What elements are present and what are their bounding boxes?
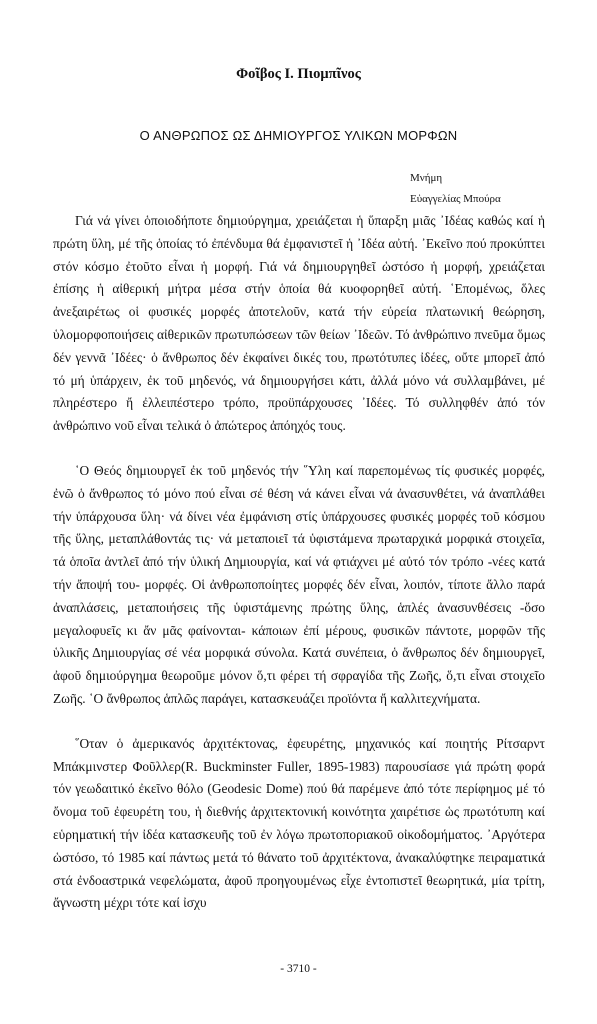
dedication-line: Μνήμη (410, 172, 443, 184)
page-number: - 3710 - (280, 963, 317, 975)
dedication (410, 168, 590, 210)
article-body (53, 210, 545, 915)
paragraph: Γιά νά γίνει ὁποιοδήποτε δημιούργημα, χρειάζεται ἡ ὕπαρξη μιᾶς ᾿Ιδέας καθώς καί ἡ πρώτη ὕλη, μέ τῆς ὁποίας τό ἐπένδυμα θά ἐμφανιστεῖ ἡ ᾿Ιδέα αὐτή. ᾿Εκεῖνο πού προκύπτει στόν κόσμο ἐτοῦτο εἶναι ἡ μορφή. Γιά νά δημιουργηθεῖ ὡστόσο ἡ μορφή, χρειάζεται ἐπίσης ἡ αἰθερική μήτρα μέσα στήν ὁποία θά κυοφορηθεῖ αὐτή. ῾Επομένως, ὅλες ἀνεξαιρέτως οἱ φυσικές μορφές ἀποτελοῦν, κατά τήν εὐρεία πλατωνική θεώρηση, ὑλομορφοποιήσεις αἰθερικῶν πρωτυπώσεων τῶν θείων ᾿Ιδεῶν. Τό ἀνθρώπινο πνεῦμα ὅμως δέν γεννᾶ ᾿Ιδέες· ὁ ἄνθρωπος δέν ἐκφαίνει δικές του, πρωτότυπες ἰδέες, οὔτε μπορεῖ ἀπό τό μή ὑπάρχειν, ἐκ τοῦ μηδενός, νά δημιουργήσει κάτι, ἀλλά μόνο νά συλλαμβάνει, μέ πληρέστερο ἤ ἐλλειπέστερο τρόπο, προϋπάρχουσες ᾿Ιδέες. Τό συλληφθέν ἀπό τόν ἀνθρώπινο νοῦ εἶναι τελικά ὁ ἀπώτερος ἀπόηχός τους. (53, 213, 545, 434)
paragraph: ῾Ο Θεός δημιουργεῖ ἐκ τοῦ μηδενός τήν ῞Υλη καί παρεπομένως τίς φυσικές μορφές, ἐνῶ ὁ ἄνθρωπος τό μόνο πού εἶναι σέ θέση νά κάνει εἶναι νά ἀνασυνθέτει, νά ἀναπλάθει τήν ὑπάρχουσα ὕλη· νά δίνει νέα ἐμφάνιση στίς ὑπάρχουσες φυσικές μορφές τοῦ κόσμου τῆς ὕλης, μεταπλάθοντάς τις· νά μεταποιεῖ τά ὑφιστάμενα πρωταρχικά μορφικά στοιχεῖα, τά ὁποῖα ἀντλεῖ ἀπό τήν ὑλική Δημιουργία, καί νά φτιάχνει μέ αὐτό τόν τρόπο -νέες κατά τήν ἄποψή του- μορφές. Οἱ ἀνθρωποποίητες μορφές δέν εἶναι, λοιπόν, τίποτε ἄλλο παρά ἀναπλάσεις, μεταποιήσεις τῆς ὑφιστάμενης πρώτης ὕλης, ἁπλές ἀνασυνθέσεις -ὅσο μεγαλοφυεῖς κι ἄν μᾶς φαίνονται- κάποιων ἐπί μέρους, φυσικῶν πάντοτε, μορφῶν τῆς ὑλικῆς Δημιουργίας σέ νέα μορφικά σύνολα. Κατά συνέπεια, ὁ ἄνθρωπος δέν δημιουργεῖ, ἀφοῦ δημιούργημα θεωροῦμε μόνον ὅ,τι φέρει τή σφραγίδα τῆς Ζωῆς, ὅ,τι εἶναι στοιχεῖο Ζωῆς. ῾Ο ἄνθρωπος ἁπλῶς παράγει, κατασκευάζει προϊόντα ἤ καλλιτεχνήματα. (53, 462, 545, 706)
author-name: Φοῖβος Ι. Πιομπῖνος (236, 66, 361, 82)
article-title: Ο ΑΝΘΡΩΠΟΣ ΩΣ ΔΗΜΙΟΥΡΓΟΣ ΥΛΙΚΩΝ ΜΟΡΦΩΝ (139, 128, 458, 143)
dedication-line: Εὐαγγελίας Μπούρα (410, 193, 501, 205)
paragraph: ῞Οταν ὁ ἀμερικανός ἀρχιτέκτονας, ἐφευρέτης, μηχανικός καί ποιητής Ρίτσαρντ Μπάκμινστερ Φοῦλλερ(R. Buckminster Fuller, 1895-1983) παρουσίασε γιά πρώτη φορά τόν γεωδαιτικό ἐκεῖνο θόλο (Geodesic Dome) πού θά παρέμενε ἀπό τότε περίφημος μέ τό ὄνομα τοῦ ἐφευρέτη του, ἡ διεθνής ἀρχιτεκτονική κοινότητα χαιρέτισε ὡς πρωτότυπη καί εὑρηματική τήν ἰδέα κατασκευῆς τοῦ ἐν λόγω πρωτοποριακοῦ οἰκοδομήματος. ᾿Αργότερα ὡστόσο, τό 1985 καί πάντως μετά τό θάνατο τοῦ ἀρχιτέκτονα, ἀνακαλύφτηκε πειραματικά στά ἐνδοαστρικά νεφελώματα, ἀφοῦ προηγουμένως εἶχε ἐντοπιστεῖ θεωρητικά, μία τρίτη, ἄγνωστη μέχρι τότε καί ἰσχυ (53, 735, 545, 911)
